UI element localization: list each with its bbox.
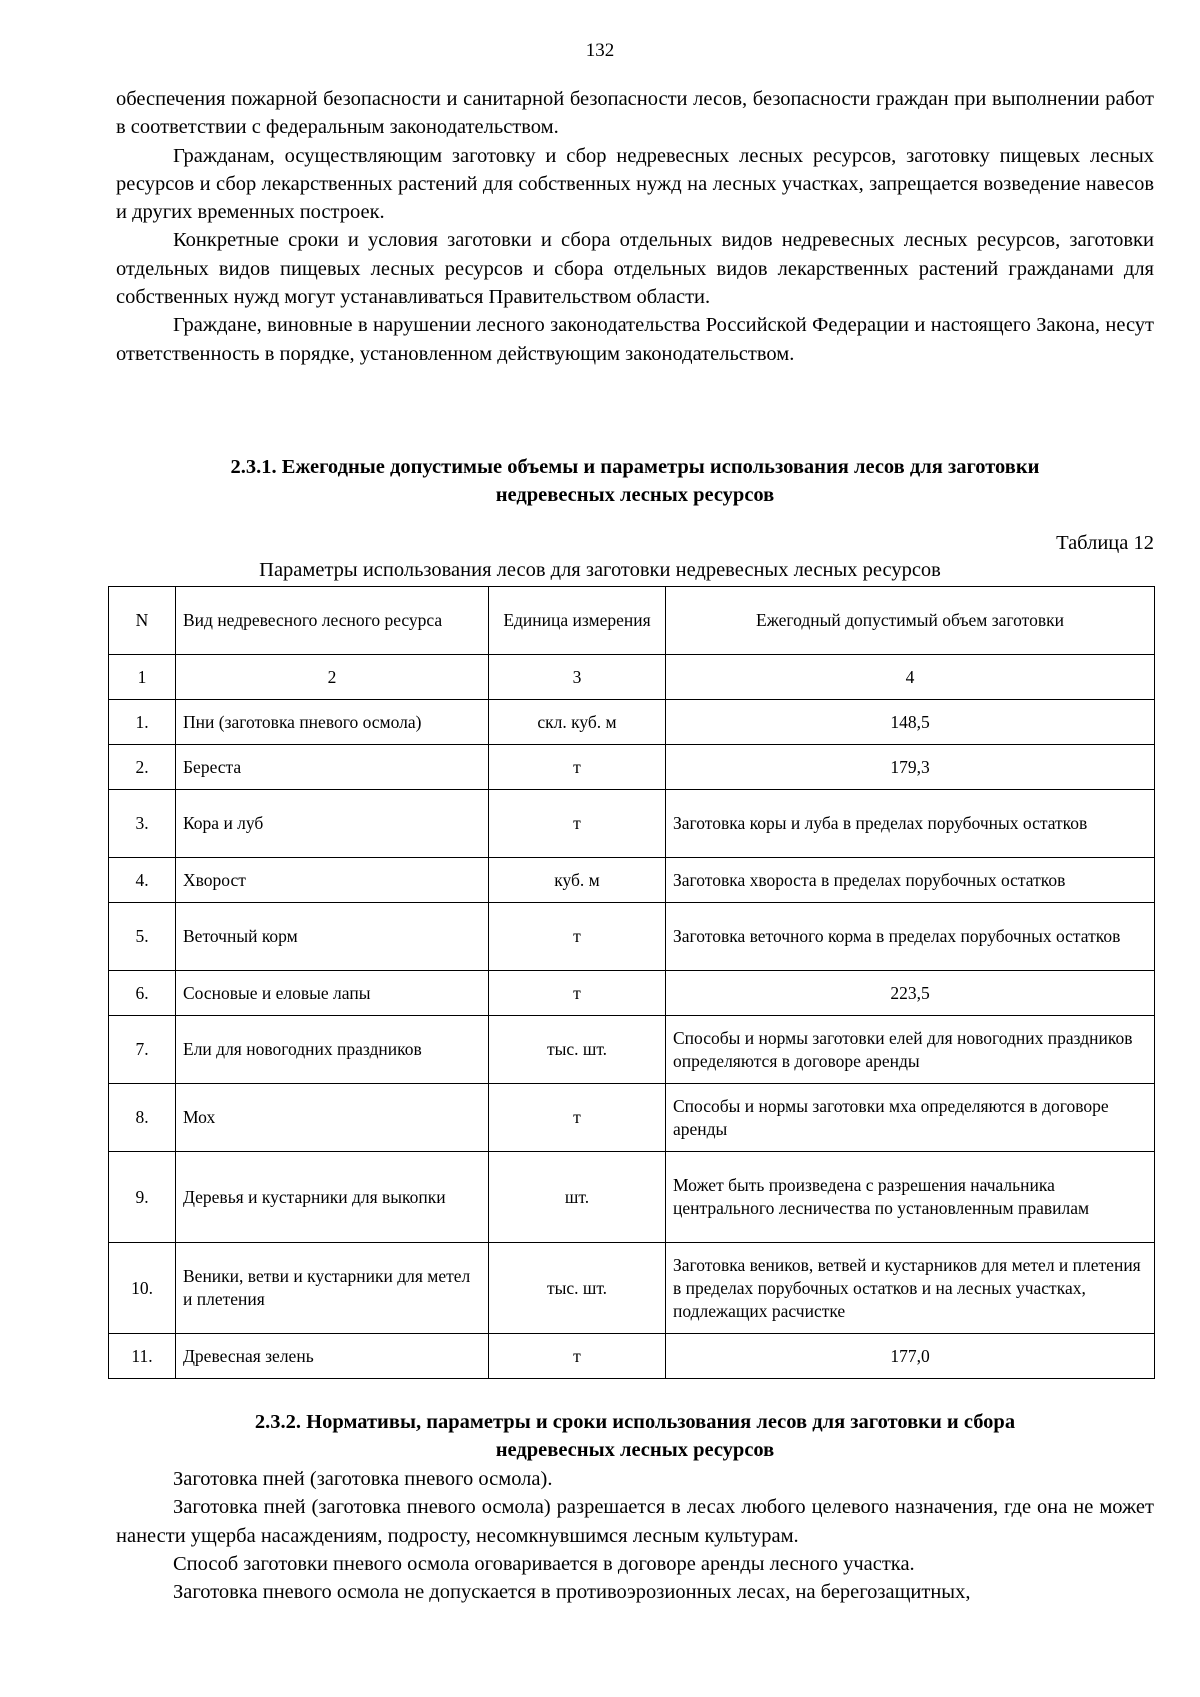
volume-cell: Может быть произведена с разрешения начальника центрального лесничества по установленным правилам [666, 1152, 1155, 1243]
table-label: Таблица 12 [1056, 532, 1154, 554]
section-heading-2-3-2 [116, 1408, 1154, 1464]
column-number: 2 [176, 655, 489, 700]
table-row [109, 971, 1155, 1016]
table-header-row [109, 587, 1155, 655]
paragraph: Гражданам, осуществляющим заготовку и сбор недревесных лесных ресурсов, заготовку пищевых лесных ресурсов и сбор лекарственных растений для собственных нужд на лесных участках, запрещается возведение навесов и других временных построек. [116, 144, 1154, 224]
parameters-table [108, 586, 1155, 1379]
resource-cell: Деревья и кустарники для выкопки [176, 1152, 489, 1243]
row-number: 1. [109, 700, 176, 745]
resource-cell: Мох [176, 1084, 489, 1152]
paragraph: Конкретные сроки и условия заготовки и сбора отдельных видов недревесных лесных ресурсов, заготовки отдельных видов пищевых лесных ресурсов и сбора отдельных видов лекарственных растений гражданами для собственных нужд могут устанавливаться Правительством области. [116, 229, 1154, 309]
volume-cell: Способы и нормы заготовки елей для новогодних праздников определяются в договоре аренды [666, 1016, 1155, 1084]
header-cell: Единица измерения [489, 587, 666, 655]
unit-cell: т [489, 971, 666, 1016]
volume-cell: 223,5 [666, 971, 1155, 1016]
resource-cell: Хворост [176, 858, 489, 903]
table-row [109, 745, 1155, 790]
volume-cell: 177,0 [666, 1334, 1155, 1379]
section-heading-2-3-1 [116, 453, 1154, 509]
row-number: 5. [109, 903, 176, 971]
volume-cell: 148,5 [666, 700, 1155, 745]
paragraph: Граждане, виновные в нарушении лесного законодательства Российской Федерации и настоящего Закона, несут ответственность в порядке, установленном действующим законодательством. [116, 314, 1154, 365]
table-title: Параметры использования лесов для заготовки недревесных лесных ресурсов [259, 559, 941, 581]
row-number: 4. [109, 858, 176, 903]
volume-cell: Заготовка веточного корма в пределах порубочных остатков [666, 903, 1155, 971]
table-row [109, 1334, 1155, 1379]
row-number: 7. [109, 1016, 176, 1084]
unit-cell: т [489, 745, 666, 790]
unit-cell: шт. [489, 1152, 666, 1243]
row-number: 3. [109, 790, 176, 858]
table-row [109, 1243, 1155, 1334]
closing-text [116, 1465, 1154, 1606]
row-number: 9. [109, 1152, 176, 1243]
heading-line: недревесных лесных ресурсов [495, 484, 775, 506]
unit-cell: куб. м [489, 858, 666, 903]
header-cell: Вид недревесного лесного ресурса [176, 587, 489, 655]
heading-line: недревесных лесных ресурсов [495, 1439, 775, 1461]
unit-cell: тыс. шт. [489, 1016, 666, 1084]
unit-cell: тыс. шт. [489, 1243, 666, 1334]
volume-cell: Заготовка коры и луба в пределах порубочных остатков [666, 790, 1155, 858]
column-number: 1 [109, 655, 176, 700]
paragraph: Заготовка пневого осмола не допускается в противоэрозионных лесах, на берегозащитных, [173, 1581, 971, 1604]
resource-cell: Пни (заготовка пневого осмола) [176, 700, 489, 745]
table-row [109, 700, 1155, 745]
paragraph: Способ заготовки пневого осмола оговаривается в договоре аренды лесного участка. [173, 1552, 915, 1575]
row-number: 11. [109, 1334, 176, 1379]
unit-cell: т [489, 903, 666, 971]
table-row [109, 858, 1155, 903]
resource-cell: Ели для новогодних праздников [176, 1016, 489, 1084]
volume-cell: Заготовка хвороста в пределах порубочных остатков [666, 858, 1155, 903]
paragraph: Заготовка пней (заготовка пневого осмола) разрешается в лесах любого целевого назначения, где она не может нанести ущерба насаждениям, подросту, несомкнувшимся лесным культурам. [116, 1496, 1154, 1547]
resource-cell: Береста [176, 745, 489, 790]
resource-cell: Кора и луб [176, 790, 489, 858]
resource-cell: Веники, ветви и кустарники для метел и плетения [176, 1243, 489, 1334]
volume-cell: Способы и нормы заготовки мха определяются в договоре аренды [666, 1084, 1155, 1152]
volume-cell: 179,3 [666, 745, 1155, 790]
header-cell: Ежегодный допустимый объем заготовки [666, 587, 1155, 655]
row-number: 2. [109, 745, 176, 790]
heading-line: 2.3.1. Ежегодные допустимые объемы и параметры использования лесов для заготовки [230, 456, 1040, 478]
volume-cell: Заготовка веников, ветвей и кустарников для метел и плетения в пределах порубочных остатков и на лесных участках, подлежащих расчистке [666, 1243, 1155, 1334]
column-number-row [109, 655, 1155, 700]
paragraph: Заготовка пней (заготовка пневого осмола). [173, 1468, 553, 1490]
row-number: 10. [109, 1243, 176, 1334]
row-number: 8. [109, 1084, 176, 1152]
unit-cell: т [489, 790, 666, 858]
table-row [109, 1152, 1155, 1243]
table-row [109, 903, 1155, 971]
table-row [109, 790, 1155, 858]
resource-cell: Веточный корм [176, 903, 489, 971]
column-number: 3 [489, 655, 666, 700]
intro-text [116, 85, 1154, 368]
heading-line: 2.3.2. Нормативы, параметры и сроки использования лесов для заготовки и сбора [254, 1411, 1016, 1433]
unit-cell: скл. куб. м [489, 700, 666, 745]
table-row [109, 1016, 1155, 1084]
page-number: 132 [585, 40, 615, 61]
table-row [109, 1084, 1155, 1152]
unit-cell: т [489, 1334, 666, 1379]
paragraph: обеспечения пожарной безопасности и санитарной безопасности лесов, безопасности граждан при выполнении работ в соответствии с федеральным законодательством. [116, 88, 1154, 139]
header-cell: N [109, 587, 176, 655]
resource-cell: Сосновые и еловые лапы [176, 971, 489, 1016]
unit-cell: т [489, 1084, 666, 1152]
row-number: 6. [109, 971, 176, 1016]
column-number: 4 [666, 655, 1155, 700]
resource-cell: Древесная зелень [176, 1334, 489, 1379]
